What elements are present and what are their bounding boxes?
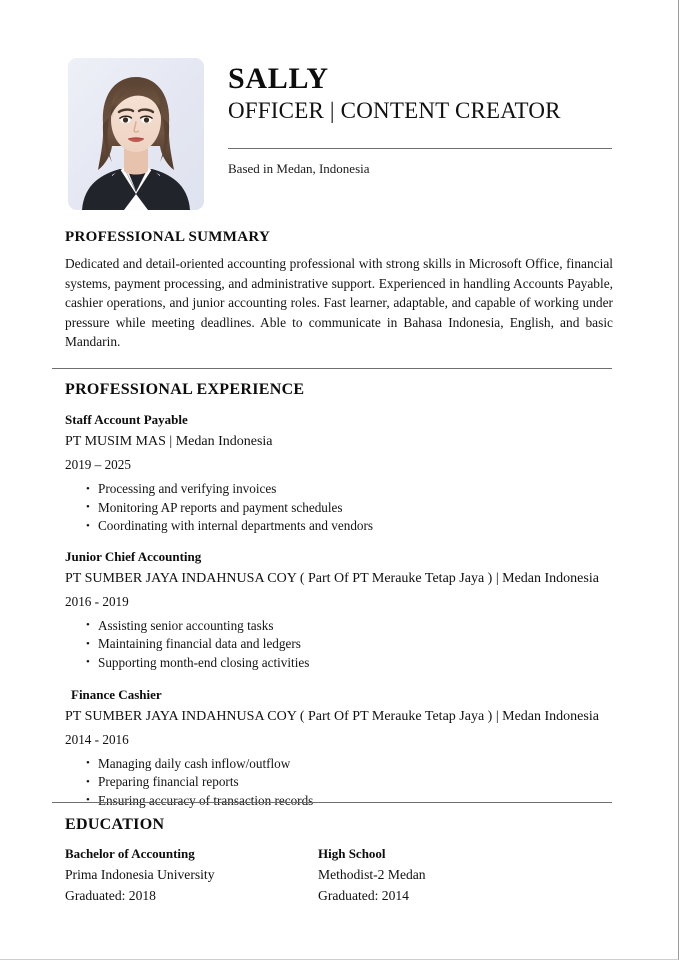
job-dates: 2014 - 2016	[65, 731, 129, 747]
summary-paragraph: Dedicated and detail-oriented accounting professional with strong skills in Microsoft Office, financial systems, payment processing, and administrative support. Experienced in handling Accounts Payable, cashier operations, and junior accounting roles. Fast learner, adaptable, and capable of working under pressure while meeting deadlines. Able to communicate in Bahasa Indonesia, English, and basic Mandarin.	[65, 256, 613, 350]
education-entry	[65, 844, 215, 906]
experience-entry	[65, 548, 613, 673]
list-item: • Ensuring accuracy of transaction records	[86, 792, 613, 811]
header-divider	[228, 148, 612, 149]
job-company: PT SUMBER JAYA INDAHNUSA COY ( Part Of PT Merauke Tetap Jaya ) | Medan Indonesia	[65, 708, 599, 724]
portrait-photo-icon	[68, 58, 204, 210]
education-degree: High School	[318, 846, 386, 861]
experience-entry	[65, 686, 613, 811]
education-school: Prima Indonesia University	[65, 867, 215, 882]
resume-header	[0, 0, 679, 215]
list-item: • Monitoring AP reports and payment schedules	[86, 499, 613, 518]
job-company: PT SUMBER JAYA INDAHNUSA COY ( Part Of PT Merauke Tetap Jaya ) | Medan Indonesia	[65, 570, 599, 586]
education-heading: EDUCATION	[65, 816, 165, 833]
summary-heading: PROFESSIONAL SUMMARY	[65, 229, 271, 245]
professional-summary-section	[65, 229, 613, 352]
education-graduated: Graduated: 2018	[65, 888, 156, 903]
job-responsibility-list	[65, 480, 613, 536]
list-item: • Assisting senior accounting tasks	[86, 617, 613, 636]
avatar	[68, 58, 204, 210]
job-role: Junior Chief Accounting	[65, 548, 202, 564]
education-columns	[65, 844, 613, 934]
list-item: • Coordinating with internal departments and vendors	[86, 517, 613, 536]
job-dates: 2019 – 2025	[65, 457, 131, 472]
job-role: Finance Cashier	[71, 686, 162, 702]
professional-experience-section	[65, 381, 613, 816]
experience-divider	[52, 368, 612, 369]
header-text-block	[228, 62, 618, 125]
page-title: SALLY	[228, 62, 329, 95]
education-divider	[52, 802, 612, 803]
job-dates: 2016 - 2019	[65, 593, 129, 609]
experience-heading: PROFESSIONAL EXPERIENCE	[65, 381, 305, 398]
list-item: • Maintaining financial data and ledgers	[86, 635, 613, 654]
education-entry	[318, 844, 426, 906]
list-item: • Managing daily cash inflow/outflow	[86, 755, 613, 774]
list-item: • Processing and verifying invoices	[86, 480, 613, 499]
education-school: Methodist-2 Medan	[318, 867, 426, 882]
experience-entry	[65, 411, 613, 536]
list-item: • Preparing financial reports	[86, 773, 613, 792]
job-title-subtitle: OFFICER | CONTENT CREATOR	[228, 98, 561, 123]
list-item: • Supporting month-end closing activities	[86, 654, 613, 673]
education-section	[65, 816, 613, 934]
job-responsibility-list	[65, 617, 613, 673]
education-degree: Bachelor of Accounting	[65, 846, 195, 861]
education-graduated: Graduated: 2014	[318, 888, 409, 903]
location-text: Based in Medan, Indonesia	[228, 161, 370, 176]
job-role: Staff Account Payable	[65, 412, 188, 427]
job-company: PT MUSIM MAS | Medan Indonesia	[65, 434, 273, 449]
